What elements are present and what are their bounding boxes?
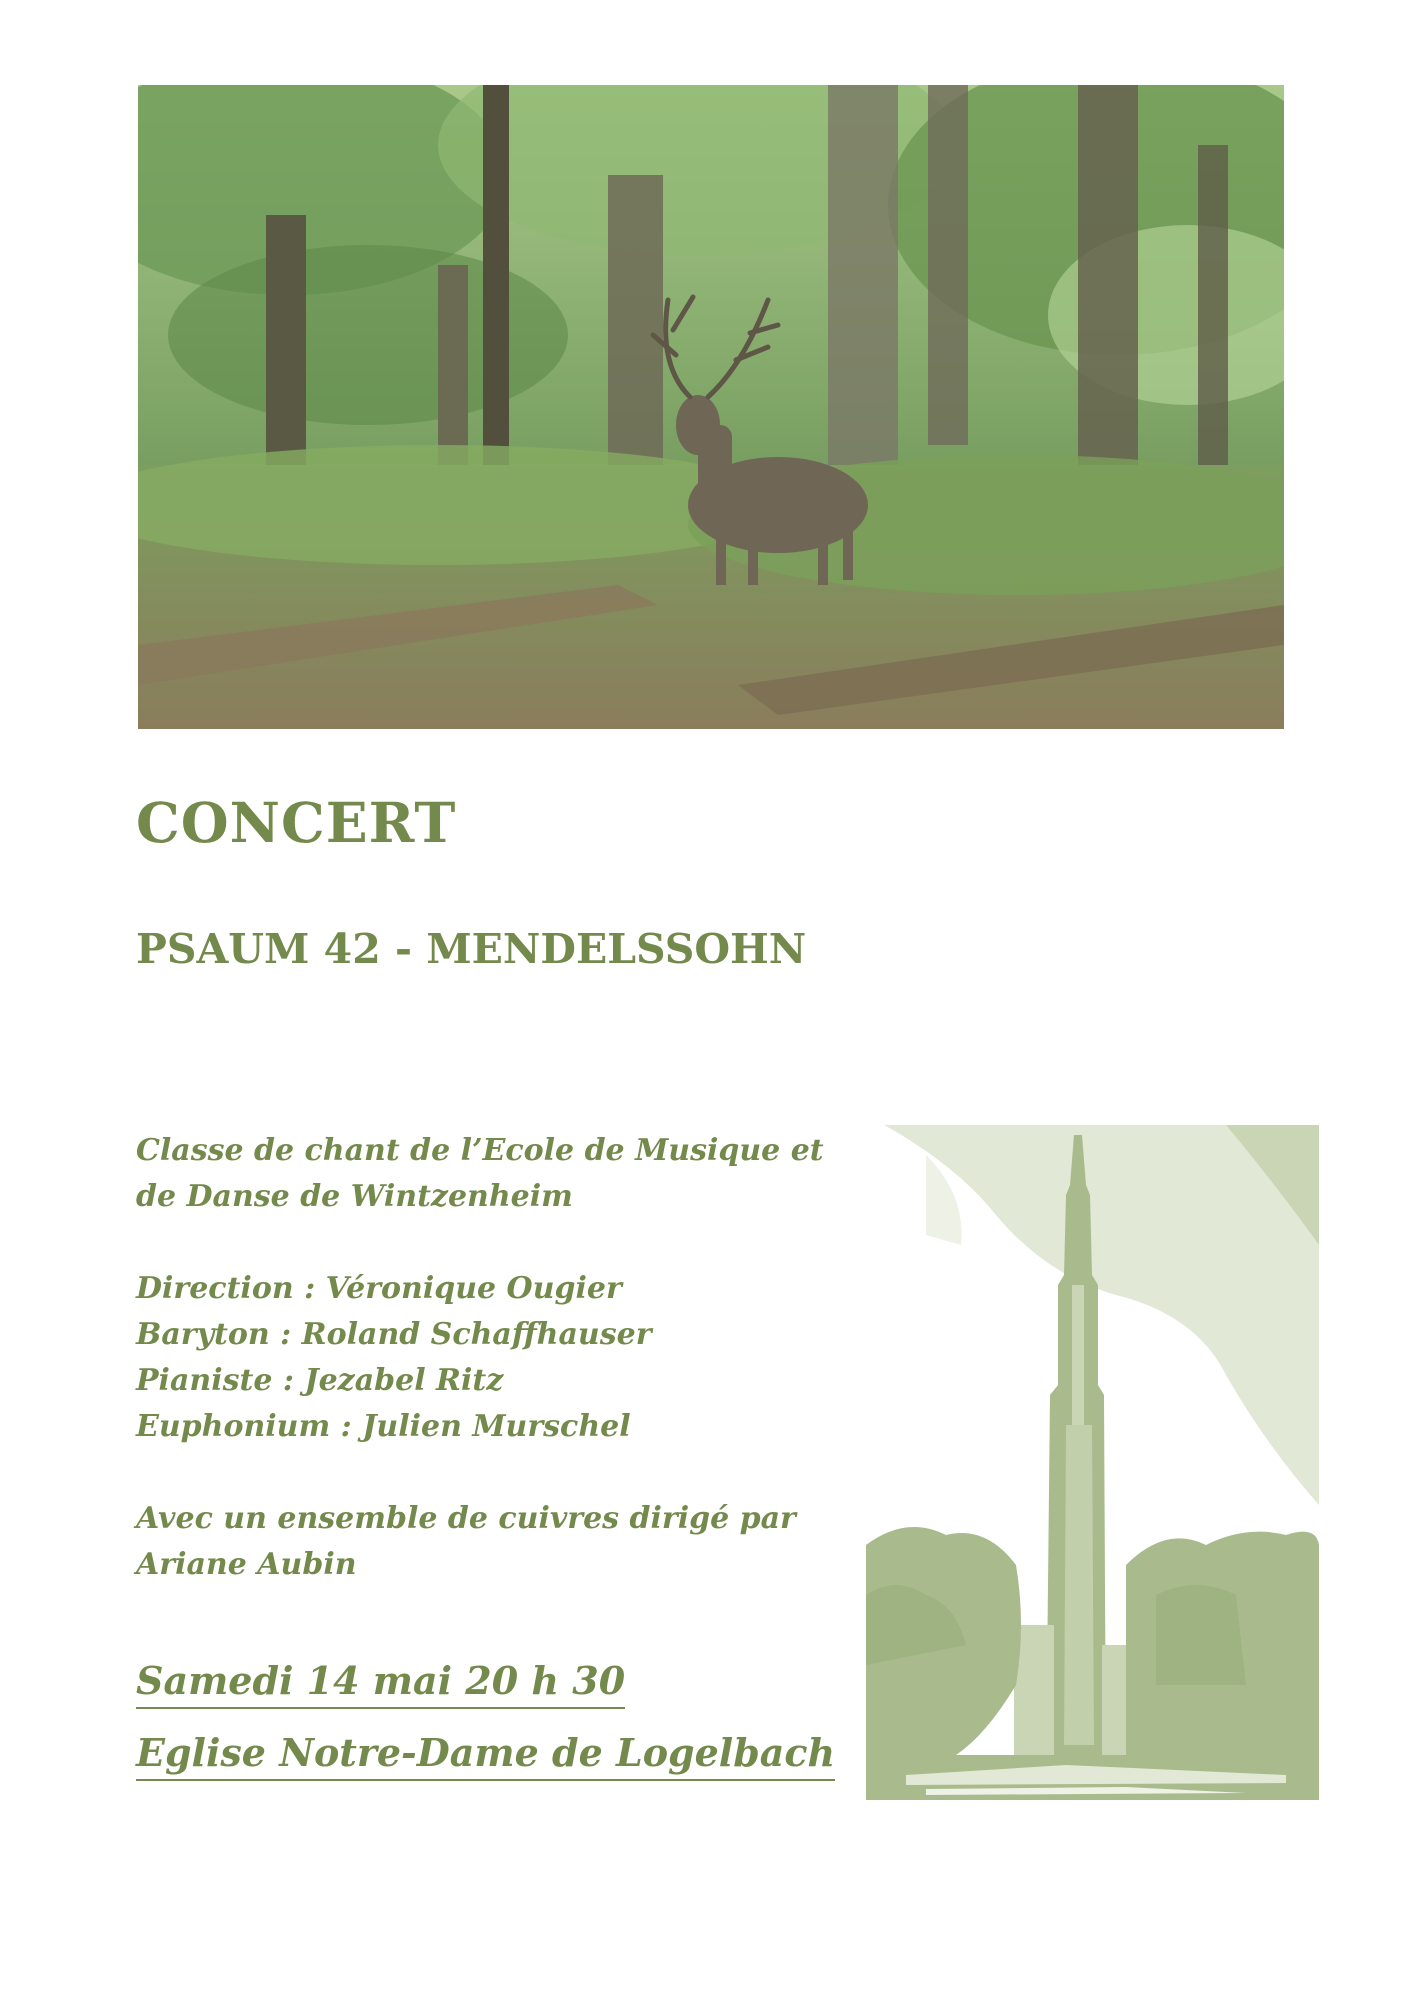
credit-pianiste: Pianiste : Jezabel Ritz [136, 1363, 504, 1398]
choir-line-1: Classe de chant de l’Ecole de Musique et [136, 1133, 824, 1168]
event-info [136, 1655, 835, 1799]
ensemble-line-1: Avec un ensemble de cuivres dirigé par [136, 1501, 796, 1536]
event-date: Samedi 14 mai 20 h 30 [136, 1655, 625, 1709]
credit-euphonium: Euphonium : Julien Murschel [136, 1409, 631, 1444]
poster-subtitle: PSAUM 42 - MENDELSSOHN [136, 925, 807, 973]
deer-forest-photo [138, 85, 1284, 729]
credit-direction: Direction : Véronique Ougier [136, 1271, 622, 1306]
ensemble-line-2: Ariane Aubin [136, 1547, 357, 1582]
church-illustration [866, 1125, 1319, 1800]
choir-line-2: de Danse de Wintzenheim [136, 1179, 573, 1214]
poster-title: CONCERT [136, 790, 457, 855]
credit-baryton: Baryton : Roland Schaffhauser [136, 1317, 652, 1352]
performer-details [136, 1128, 856, 1588]
event-venue: Eglise Notre-Dame de Logelbach [136, 1727, 835, 1781]
